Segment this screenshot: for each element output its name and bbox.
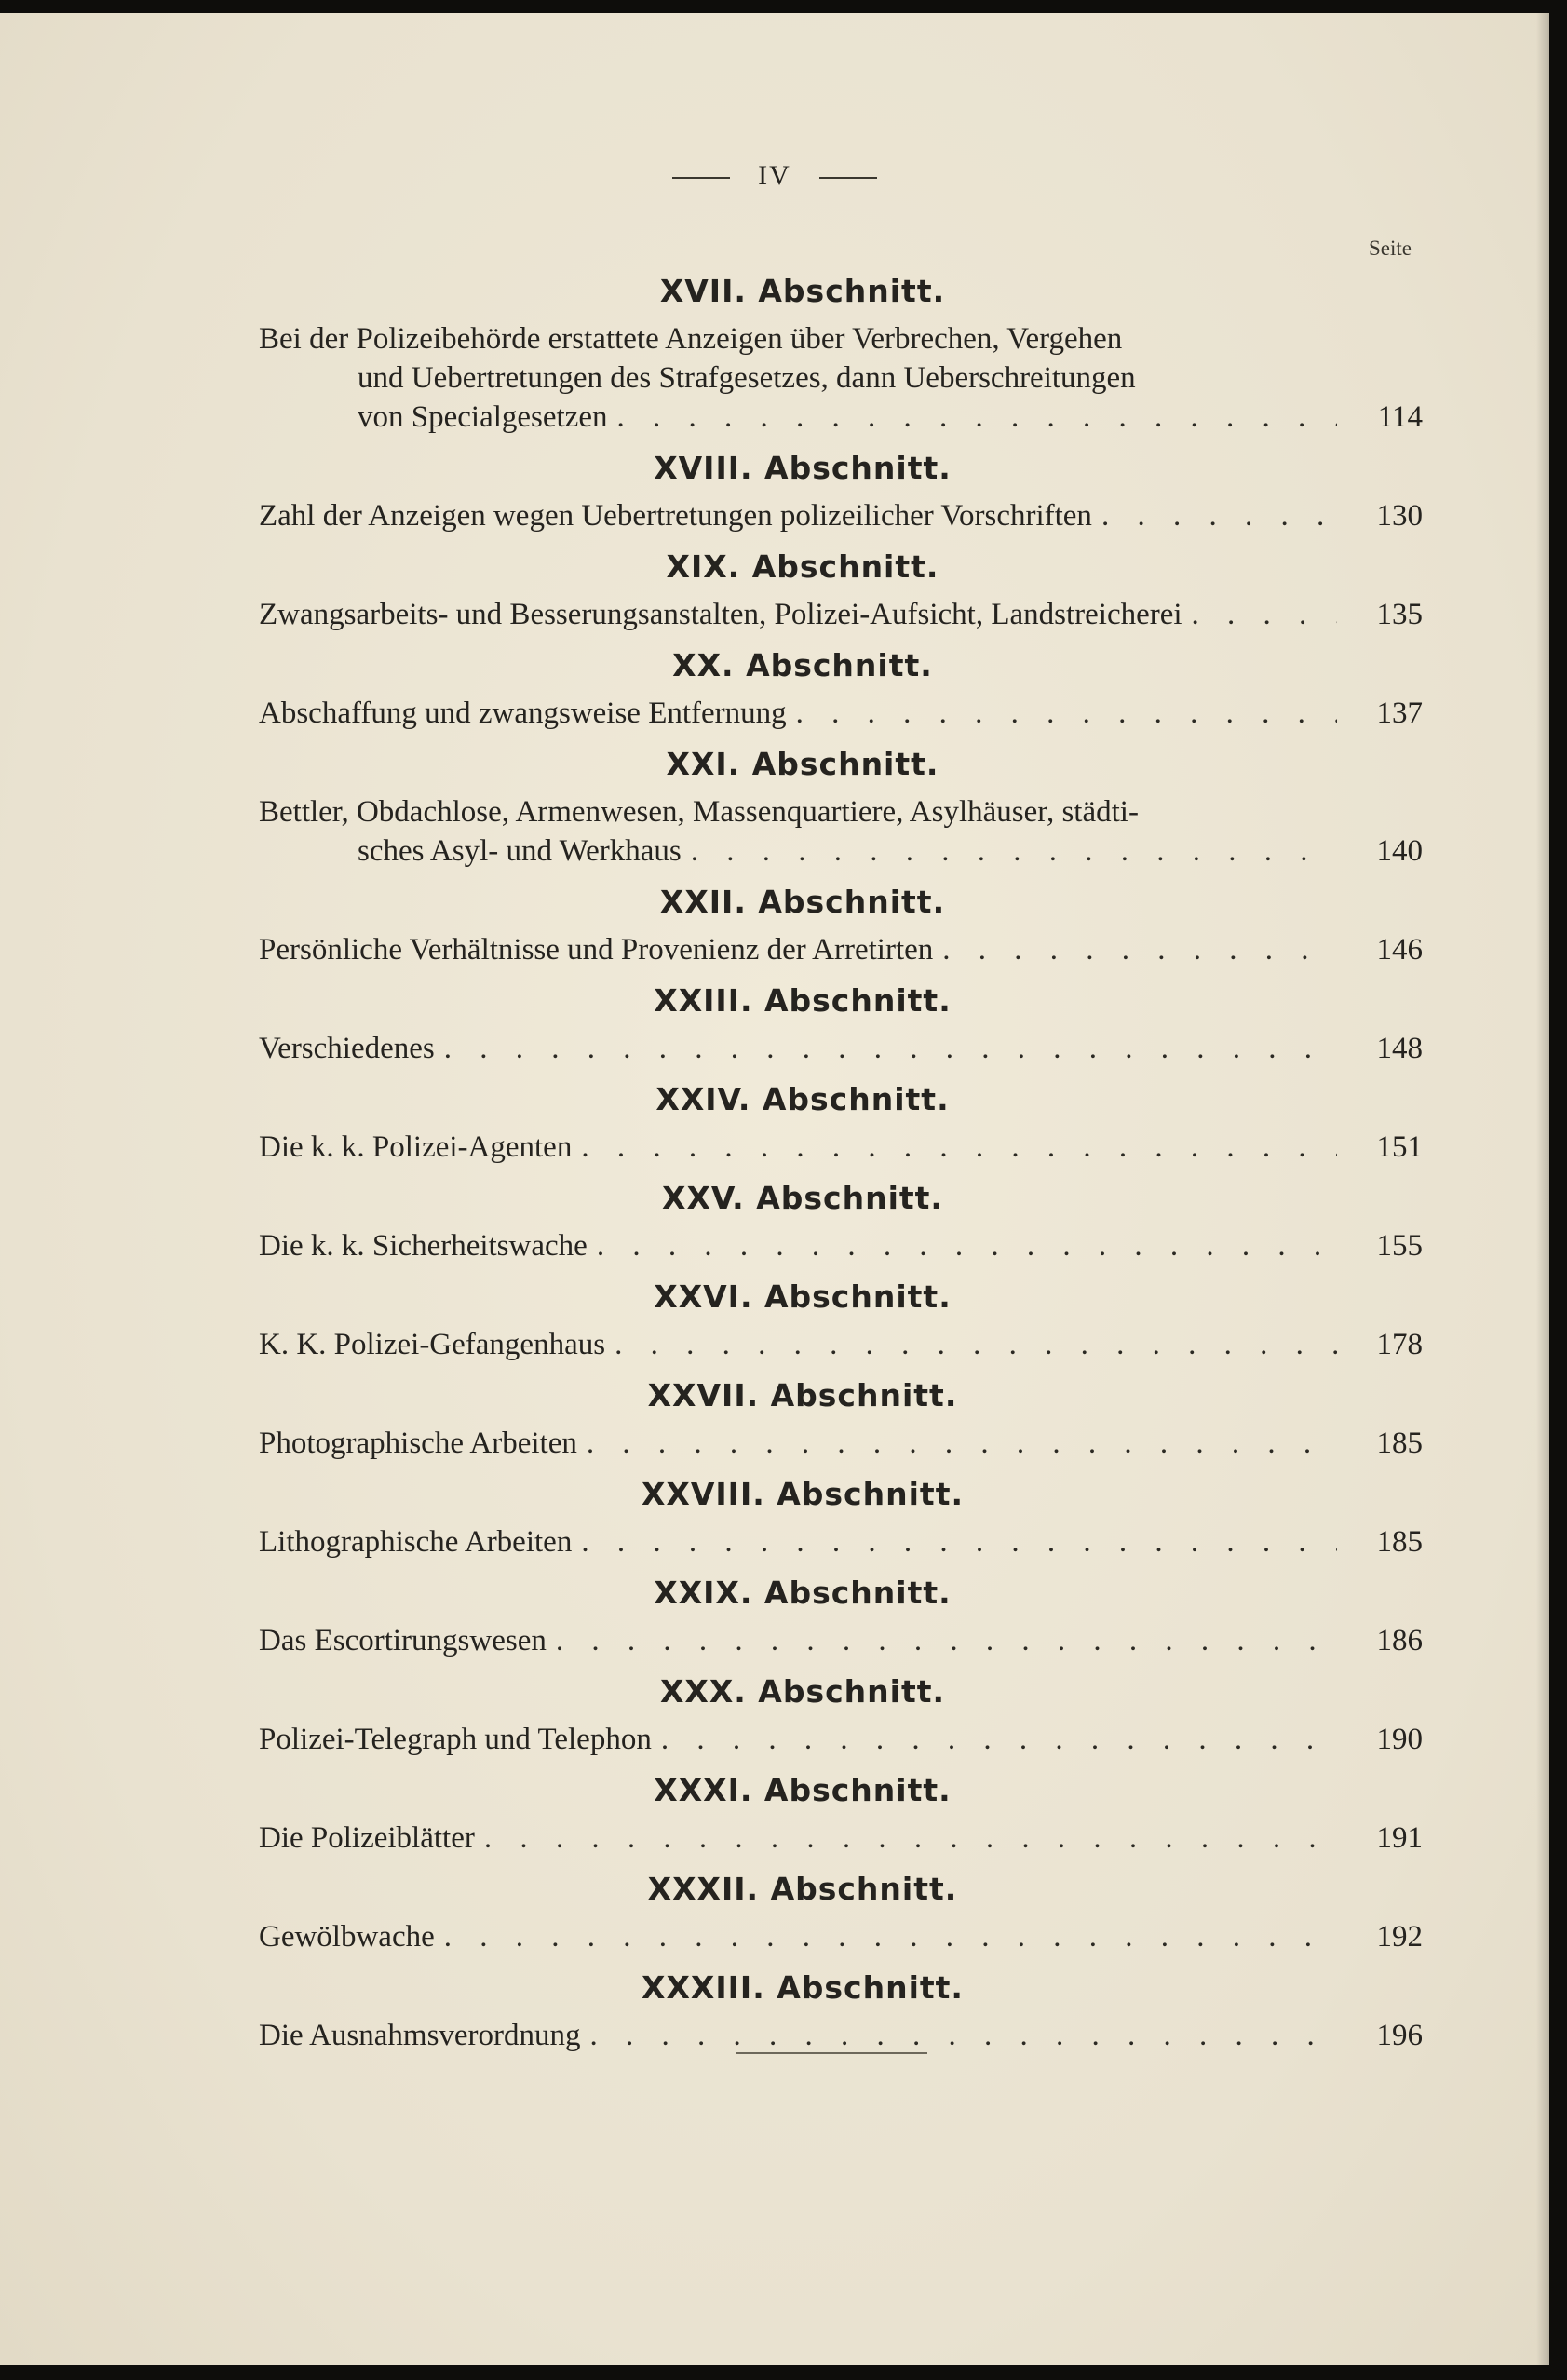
toc-entry-title: K. K. Polizei-Gefangenhaus [259,1328,606,1361]
toc-entry [259,792,1423,871]
section-heading: XXI. Abschnitt. [666,746,939,782]
dot-leader [556,1621,1337,1660]
toc-entry-lastline [259,694,1423,733]
toc-page-number: 190 [1376,1723,1423,1756]
toc-entry-title: sches Asyl- und Werkhaus [358,834,682,868]
section-heading: XX. Abschnitt. [672,647,933,683]
toc-entry [259,1424,1423,1463]
section-heading: XXXI. Abschnitt. [654,1772,952,1808]
section-heading: XXXIII. Abschnitt. [642,1969,964,2006]
toc-entry-lastline [259,1917,1423,1956]
toc-entry [259,1029,1423,1068]
dot-leader [1101,496,1337,535]
section-heading: XXXII. Abschnitt. [647,1871,958,1907]
section-heading: XXIX. Abschnitt. [654,1575,952,1611]
toc-entry-lastline [259,1720,1423,1759]
toc-page-number: 191 [1376,1821,1423,1855]
toc-entry-title: Die Ausnahmsverordnung [259,2019,581,2052]
toc-entry [259,1522,1423,1562]
toc-entry-lastline [259,1029,1423,1068]
section-heading: XXIII. Abschnitt. [654,982,952,1019]
toc-entry [259,319,1423,437]
toc-entry-lastline [259,1424,1423,1463]
toc-entry [259,2016,1423,2055]
section-heading: XXV. Abschnitt. [662,1180,943,1216]
column-header-seite: Seite [1369,237,1412,260]
toc-entry-lastline [259,930,1423,969]
toc-entry [259,694,1423,733]
toc-entry [259,1325,1423,1364]
toc-page-number: 114 [1377,400,1423,434]
toc-entry-title: Gewölbwache [259,1920,435,1954]
section-heading: XXII. Abschnitt. [659,884,946,920]
toc-entry-title: Die k. k. Polizei-Agenten [259,1130,573,1164]
toc-entry-title: Zwangsarbeits- und Besserungsanstalten, Polizei-Aufsicht, Landstreicherei [259,598,1182,631]
dot-leader [581,1128,1337,1167]
toc-page-number: 135 [1376,598,1423,631]
dot-leader [615,1325,1337,1364]
toc-entry [259,1226,1423,1265]
toc-page-number: 196 [1376,2019,1423,2052]
dot-leader [581,1522,1337,1562]
toc-entry [259,930,1423,969]
page-edge-shadow [1536,13,1549,2365]
toc-entry-title: Zahl der Anzeigen wegen Uebertretungen polizeilicher Vorschriften [259,499,1092,533]
page-number [0,160,1549,192]
page-number-dash-right [819,177,877,179]
dot-leader [587,1424,1337,1463]
toc-entry [259,1917,1423,1956]
dot-leader [1192,595,1337,634]
toc-page-number: 140 [1376,834,1423,868]
toc-entry-line: Bei der Polizeibehörde erstattete Anzeigen über Verbrechen, Vergehen [259,322,1123,356]
dot-leader [796,694,1337,733]
section-heading: XIX. Abschnitt. [666,548,939,585]
section-heading: XXVIII. Abschnitt. [641,1476,965,1512]
toc-entry-lastline [259,398,1423,437]
dot-leader [444,1029,1337,1068]
toc-entry-title: Verschiedenes [259,1032,435,1065]
closing-rule [736,2052,927,2054]
dot-leader [942,930,1337,969]
toc-entry-lastline [259,2016,1423,2055]
toc-entry [259,1128,1423,1167]
toc-entry-lastline [259,1621,1423,1660]
toc-page-number: 148 [1376,1032,1423,1065]
toc-entry-title: Persönliche Verhältnisse und Provenienz der Arretirten [259,933,934,967]
section-heading: XVIII. Abschnitt. [654,450,952,486]
toc-entry-lastline [259,1819,1423,1858]
table-of-contents [259,260,1423,2055]
section-heading: XVII. Abschnitt. [659,273,946,309]
toc-entry-title: Die k. k. Sicherheitswache [259,1229,588,1263]
document-page [0,13,1549,2365]
dot-leader [661,1720,1337,1759]
dot-leader [484,1819,1337,1858]
toc-page-number: 192 [1376,1920,1423,1954]
toc-entry-lastline [259,496,1423,535]
toc-entry-line: Bettler, Obdachlose, Armenwesen, Massenquartiere, Asylhäuser, städti- [259,795,1139,829]
toc-page-number: 130 [1376,499,1423,533]
toc-page-number: 146 [1376,933,1423,967]
dot-leader [597,1226,1337,1265]
dot-leader [616,398,1337,437]
page-number-dash-left [672,177,730,179]
toc-page-number: 137 [1376,696,1423,730]
toc-entry-lastline [259,832,1423,871]
toc-page-number: 185 [1376,1427,1423,1460]
toc-entry [259,1819,1423,1858]
toc-entry [259,1720,1423,1759]
toc-entry-title: Lithographische Arbeiten [259,1525,573,1559]
toc-entry-title: Abschaffung und zwangsweise Entfernung [259,696,787,730]
toc-entry-lastline [259,595,1423,634]
toc-entry-lastline [259,1522,1423,1562]
toc-entry-lastline [259,1226,1423,1265]
dot-leader [444,1917,1337,1956]
page-number-text: IV [758,160,791,191]
toc-page-number: 186 [1376,1624,1423,1657]
toc-page-number: 155 [1376,1229,1423,1263]
toc-page-number: 185 [1376,1525,1423,1559]
dot-leader [691,832,1337,871]
dot-leader [590,2016,1337,2055]
section-heading: XXIV. Abschnitt. [655,1081,950,1117]
toc-page-number: 178 [1376,1328,1423,1361]
toc-entry-title: von Specialgesetzen [358,400,608,434]
section-heading: XXVI. Abschnitt. [654,1278,952,1315]
toc-entry [259,595,1423,634]
section-heading: XXVII. Abschnitt. [647,1377,958,1413]
toc-entry-line: und Uebertretungen des Strafgesetzes, dann Ueberschreitungen [358,361,1136,395]
toc-entry-lastline [259,1325,1423,1364]
toc-entry [259,1621,1423,1660]
toc-entry [259,496,1423,535]
toc-entry-title: Das Escortirungswesen [259,1624,547,1657]
section-heading: XXX. Abschnitt. [659,1673,946,1710]
toc-page-number: 151 [1376,1130,1423,1164]
toc-entry-title: Photographische Arbeiten [259,1427,577,1460]
toc-entry-lastline [259,1128,1423,1167]
toc-entry-title: Polizei-Telegraph und Telephon [259,1723,652,1756]
toc-entry-title: Die Polizeiblätter [259,1821,475,1855]
